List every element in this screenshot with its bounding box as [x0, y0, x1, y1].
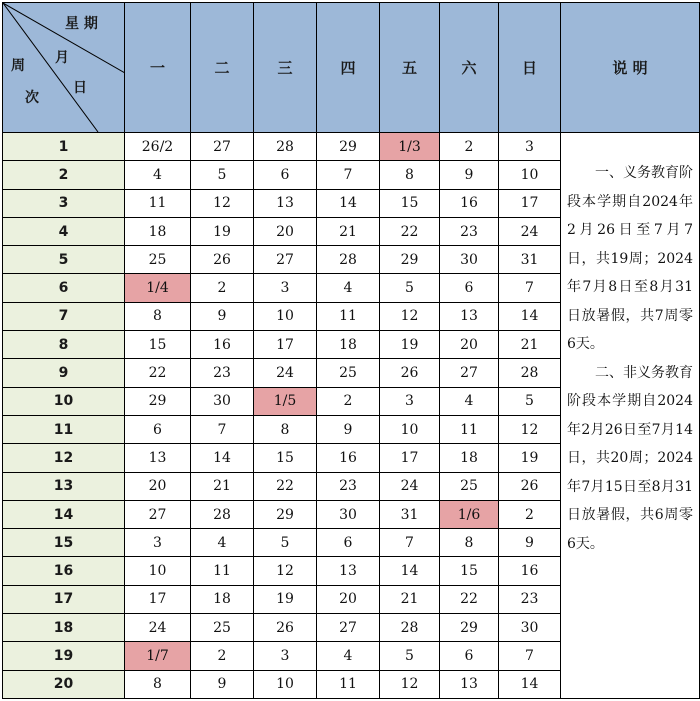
date-cell: 7: [191, 415, 254, 443]
date-cell: 13: [254, 189, 317, 217]
date-cell: 16: [191, 331, 254, 359]
date-cell: 6: [440, 274, 499, 302]
date-cell: 14: [380, 557, 440, 585]
date-cell: 3: [254, 274, 317, 302]
weekday-header-tue: 二: [191, 3, 254, 133]
date-cell: 11: [317, 670, 380, 698]
week-number-cell: 3: [3, 189, 125, 217]
date-cell: 25: [191, 614, 254, 642]
week-number-cell: 7: [3, 302, 125, 330]
date-cell: 23: [317, 472, 380, 500]
date-cell: 23: [191, 359, 254, 387]
date-cell: 28: [499, 359, 561, 387]
date-cell: 15: [380, 189, 440, 217]
date-cell: 14: [317, 189, 380, 217]
week-number-cell: 1: [3, 133, 125, 161]
notes-cell: [561, 133, 700, 699]
date-cell: 18: [125, 217, 191, 245]
date-cell: 21: [499, 331, 561, 359]
date-cell: 15: [440, 557, 499, 585]
date-cell: 6: [125, 415, 191, 443]
date-cell: 5: [191, 161, 254, 189]
weekday-header-sat: 六: [440, 3, 499, 133]
date-cell: 3: [499, 133, 561, 161]
date-cell: 16: [499, 557, 561, 585]
corner-label-month: 月: [55, 50, 69, 66]
corner-label-ordinal: 次: [25, 90, 39, 106]
date-cell: 6: [440, 642, 499, 670]
month-start-date-cell: 1/7: [125, 642, 191, 670]
date-cell: 28: [317, 246, 380, 274]
date-cell: 8: [254, 415, 317, 443]
date-cell: 8: [380, 161, 440, 189]
table-row: [3, 133, 700, 161]
date-cell: 4: [440, 387, 499, 415]
week-number-cell: 20: [3, 670, 125, 698]
week-number-cell: 17: [3, 585, 125, 613]
date-cell: 22: [254, 472, 317, 500]
date-cell: 22: [440, 585, 499, 613]
date-cell: 10: [380, 415, 440, 443]
date-cell: 19: [191, 217, 254, 245]
date-cell: 13: [440, 302, 499, 330]
date-cell: 21: [380, 585, 440, 613]
date-cell: 7: [499, 642, 561, 670]
calendar-body: [3, 133, 700, 699]
weekday-header-wed: 三: [254, 3, 317, 133]
date-cell: 26: [254, 614, 317, 642]
school-calendar-table: [2, 2, 700, 699]
date-cell: 28: [191, 500, 254, 528]
date-cell: 20: [254, 217, 317, 245]
week-number-cell: 11: [3, 415, 125, 443]
date-cell: 28: [254, 133, 317, 161]
date-cell: 27: [440, 359, 499, 387]
date-cell: 24: [380, 472, 440, 500]
date-cell: 29: [380, 246, 440, 274]
week-number-cell: 16: [3, 557, 125, 585]
date-cell: 17: [254, 331, 317, 359]
weekday-header-mon: 一: [125, 3, 191, 133]
date-cell: 6: [254, 161, 317, 189]
date-cell: 3: [380, 387, 440, 415]
month-start-date-cell: 1/6: [440, 500, 499, 528]
week-number-cell: 10: [3, 387, 125, 415]
date-cell: 19: [380, 331, 440, 359]
date-cell: 21: [191, 472, 254, 500]
date-cell: 12: [380, 670, 440, 698]
week-number-cell: 9: [3, 359, 125, 387]
date-cell: 9: [317, 415, 380, 443]
date-cell: 13: [440, 670, 499, 698]
week-number-cell: 13: [3, 472, 125, 500]
date-cell: 4: [191, 529, 254, 557]
date-cell: 11: [125, 189, 191, 217]
date-cell: 7: [317, 161, 380, 189]
date-cell: 30: [317, 500, 380, 528]
date-cell: 4: [317, 274, 380, 302]
date-cell: 10: [499, 161, 561, 189]
date-cell: 5: [254, 529, 317, 557]
weekday-header-thu: 四: [317, 3, 380, 133]
weekday-header-sun: 日: [499, 3, 561, 133]
month-start-date-cell: 1/4: [125, 274, 191, 302]
date-cell: 5: [380, 642, 440, 670]
date-cell: 20: [440, 331, 499, 359]
date-cell: 18: [440, 444, 499, 472]
week-number-cell: 12: [3, 444, 125, 472]
date-cell: 29: [254, 500, 317, 528]
week-number-cell: 6: [3, 274, 125, 302]
date-cell: 2: [191, 274, 254, 302]
date-cell: 4: [125, 161, 191, 189]
header-row: [3, 3, 700, 133]
date-cell: 2: [191, 642, 254, 670]
date-cell: 2: [499, 500, 561, 528]
date-cell: 31: [380, 500, 440, 528]
date-cell: 27: [191, 133, 254, 161]
date-cell: 25: [125, 246, 191, 274]
date-cell: 25: [317, 359, 380, 387]
date-cell: 5: [499, 387, 561, 415]
date-cell: 15: [125, 331, 191, 359]
date-cell: 24: [499, 217, 561, 245]
week-number-cell: 15: [3, 529, 125, 557]
date-cell: 10: [125, 557, 191, 585]
date-cell: 4: [317, 642, 380, 670]
week-number-cell: 4: [3, 217, 125, 245]
date-cell: 10: [254, 670, 317, 698]
date-cell: 17: [380, 444, 440, 472]
date-cell: 8: [125, 302, 191, 330]
note-compulsory-education: 一、义务教育阶段本学期自2024年2月26日至7月7日，共19周；2024年7月8日至8月31日放暑假，共7周零6天。: [567, 165, 693, 352]
date-cell: 9: [191, 302, 254, 330]
date-cell: 26: [499, 472, 561, 500]
date-cell: 30: [440, 246, 499, 274]
date-cell: 11: [440, 415, 499, 443]
date-cell: 8: [125, 670, 191, 698]
week-number-cell: 5: [3, 246, 125, 274]
date-cell: 9: [440, 161, 499, 189]
date-cell: 25: [440, 472, 499, 500]
date-cell: 21: [317, 217, 380, 245]
date-cell: 14: [191, 444, 254, 472]
date-cell: 29: [317, 133, 380, 161]
date-cell: 22: [125, 359, 191, 387]
date-cell: 19: [499, 444, 561, 472]
date-cell: 18: [191, 585, 254, 613]
corner-label-week: 周: [11, 58, 25, 74]
date-cell: 22: [380, 217, 440, 245]
date-cell: 27: [254, 246, 317, 274]
date-cell: 31: [499, 246, 561, 274]
date-cell: 24: [125, 614, 191, 642]
week-number-cell: 18: [3, 614, 125, 642]
date-cell: 5: [380, 274, 440, 302]
week-number-cell: 2: [3, 161, 125, 189]
date-cell: 2: [317, 387, 380, 415]
date-cell: 20: [125, 472, 191, 500]
corner-label-day: 日: [73, 80, 87, 96]
date-cell: 24: [254, 359, 317, 387]
date-cell: 30: [191, 387, 254, 415]
date-cell: 19: [254, 585, 317, 613]
date-cell: 11: [191, 557, 254, 585]
date-cell: 12: [254, 557, 317, 585]
notes-header: 说 明: [561, 3, 700, 133]
week-number-cell: 14: [3, 500, 125, 528]
date-cell: 7: [499, 274, 561, 302]
date-cell: 3: [125, 529, 191, 557]
date-cell: 12: [191, 189, 254, 217]
date-cell: 29: [125, 387, 191, 415]
date-cell: 2: [440, 133, 499, 161]
date-cell: 7: [380, 529, 440, 557]
date-cell: 17: [499, 189, 561, 217]
date-cell: 11: [317, 302, 380, 330]
date-cell: 13: [125, 444, 191, 472]
date-cell: 14: [499, 670, 561, 698]
date-cell: 10: [254, 302, 317, 330]
date-cell: 20: [317, 585, 380, 613]
date-cell: 28: [380, 614, 440, 642]
date-cell: 18: [317, 331, 380, 359]
date-cell: 27: [125, 500, 191, 528]
month-start-date-cell: 1/5: [254, 387, 317, 415]
date-cell: 12: [380, 302, 440, 330]
date-cell: 16: [317, 444, 380, 472]
date-cell: 26: [380, 359, 440, 387]
month-start-date-cell: 1/3: [380, 133, 440, 161]
weekday-header-fri: 五: [380, 3, 440, 133]
date-cell: 15: [254, 444, 317, 472]
date-cell: 14: [499, 302, 561, 330]
date-cell: 8: [440, 529, 499, 557]
date-cell: 29: [440, 614, 499, 642]
week-number-cell: 19: [3, 642, 125, 670]
corner-header-cell: [3, 3, 125, 133]
date-cell: 3: [254, 642, 317, 670]
date-cell: 12: [499, 415, 561, 443]
date-cell: 30: [499, 614, 561, 642]
week-number-cell: 8: [3, 331, 125, 359]
date-cell: 26: [191, 246, 254, 274]
date-cell: 16: [440, 189, 499, 217]
date-cell: 6: [317, 529, 380, 557]
date-cell: 13: [317, 557, 380, 585]
date-cell: 17: [125, 585, 191, 613]
note-non-compulsory-education: 二、非义务教育阶段本学期自2024年2月26日至7月14日，共20周；2024年7月15日至8月31日放暑假，共6周零6天。: [567, 364, 693, 552]
date-cell: 9: [191, 670, 254, 698]
date-cell: 23: [499, 585, 561, 613]
date-cell: 27: [317, 614, 380, 642]
date-cell: 23: [440, 217, 499, 245]
date-cell: 9: [499, 529, 561, 557]
corner-label-weekday: 星 期: [65, 16, 98, 32]
date-cell: 26/2: [125, 133, 191, 161]
